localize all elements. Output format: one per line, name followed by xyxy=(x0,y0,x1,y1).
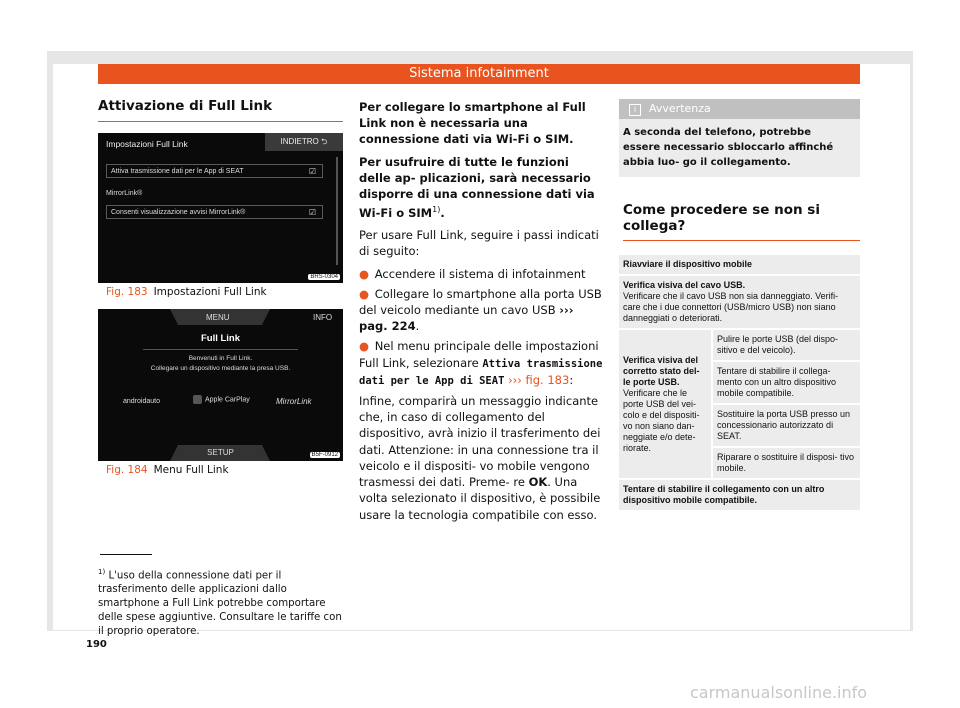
figure-184-caption xyxy=(106,464,343,476)
table-cell-heading: Verifica visiva del cavo USB. xyxy=(623,280,746,290)
paragraph-final xyxy=(359,393,604,523)
figure-caption-text: Impostazioni Full Link xyxy=(153,286,267,298)
warning-header xyxy=(619,99,860,119)
figure-code: B5F-0912 xyxy=(311,452,338,458)
mirrorlink-logo: MirrorLink xyxy=(276,397,312,406)
table-cell: Verificare che il cavo USB non sia danneggiato. Verifi- care che i due connettori (USB/micro USB) non siano danneggiati o deteriorati. xyxy=(623,291,839,323)
paragraph-text: Infine, comparirà un messaggio indicante che, in caso di collegamento del dispositivo, avrà inizio il trasferimento dei dati. Attenzione: in una connessione tra il veicolo e il dispositi- vo mobile vengono trasmessi dei dati. Preme- re xyxy=(359,394,601,490)
page-header: Sistema infotainment xyxy=(98,64,860,84)
table-cell: Tentare di stabilire il collegamento con un altro dispositivo mobile compatibile. xyxy=(623,484,825,505)
bullet-icon: ● xyxy=(359,266,370,281)
figure-183-caption xyxy=(106,286,343,298)
bullet-2: ● Collegare lo smartphone alla porta USB del veicolo mediante un cavo USB ››› pag. 224. xyxy=(359,286,602,334)
divider xyxy=(143,349,298,350)
table-cell: Riparare o sostituire il disposi- tivo mobile. xyxy=(713,448,860,478)
table-cell-heading: Verifica visiva del corretto stato del- le porte USB. xyxy=(623,354,700,387)
info-label: INFO xyxy=(313,313,333,322)
figure-code: BRS-0304 xyxy=(310,274,338,280)
bullet-text: Nel menu principale delle impostazioni Full Link, selezionare xyxy=(359,339,599,370)
bullet-text: Accendere il sistema di infotainment xyxy=(374,266,586,281)
welcome-line-2: Collegare un dispositivo mediante la presa USB. xyxy=(150,365,291,372)
setting-row-mirrorlink-alerts xyxy=(106,205,323,219)
footnote-text: L'uso della connessione dati per il trasferimento delle applicazioni dallo smartphone a Full Link potrebbe comportare delle spese aggiuntive. Consultare le tariffe con il proprio operatore. xyxy=(98,570,342,637)
left-column xyxy=(98,98,343,476)
ok-label: OK xyxy=(528,475,548,490)
section-heading-full-link: Attivazione di Full Link xyxy=(98,98,343,122)
table-cell: Tentare di stabilire il collega- mento con un altro dispositivo mobile compatibile. xyxy=(713,362,860,403)
footnote-ref: 1) xyxy=(432,205,441,215)
paragraph-text: Per usufruire di tutte le funzioni delle ap- plicazioni, sarà necessario disporre di una connessione dati via Wi-Fi o SIM xyxy=(359,154,595,221)
footnote xyxy=(98,566,346,638)
table-row xyxy=(619,480,860,510)
setting-label: Consenti visualizzazione avvisi MirrorLink® xyxy=(111,209,246,216)
menu-option-name: Attiva trasmissione dati per le App di SEAT xyxy=(359,357,603,387)
figure-caption-text: Menu Full Link xyxy=(153,464,229,476)
carplay-label: Apple CarPlay xyxy=(205,396,250,404)
table-row xyxy=(619,276,860,328)
menu-label: MENU xyxy=(206,313,230,322)
warning-title: Avvertenza xyxy=(649,102,711,115)
table-row xyxy=(619,330,860,478)
figure-183-screen xyxy=(98,133,343,283)
back-arrow-icon: ⮌ xyxy=(321,137,328,146)
middle-column xyxy=(359,99,604,529)
back-button xyxy=(265,133,343,151)
figure-label: Fig. 183 xyxy=(106,286,148,298)
screen-top-bar xyxy=(98,309,343,327)
table-cell: Riavviare il dispositivo mobile xyxy=(623,259,753,269)
table-cell-text: Verificare che le porte USB del vei- colo e del dispositi- vo non siano dan- neggiate e/o dete- riorate. xyxy=(623,387,700,453)
section-heading-troubleshoot: Come procedere se non si collega? xyxy=(623,202,860,241)
page-reference-link[interactable]: ››› pag. 224 xyxy=(359,303,574,334)
full-link-title: Full Link xyxy=(200,333,241,344)
paragraph-bold-1: Per collegare lo smartphone al Full Link non è necessaria una connessione dati via Wi-Fi o SIM. xyxy=(359,100,586,147)
table-row xyxy=(619,255,860,274)
figure-184-screen xyxy=(98,309,343,461)
table-subcells xyxy=(713,330,860,478)
mirrorlink-section-label: MirrorLink® xyxy=(106,190,143,197)
bullet-1 xyxy=(359,266,604,282)
back-label: INDIETRO xyxy=(280,137,319,146)
setting-row-data-transfer xyxy=(106,164,323,178)
figure-label: Fig. 184 xyxy=(106,464,148,476)
checkbox-checked-icon: ☑ xyxy=(308,167,316,176)
right-column xyxy=(619,99,860,512)
welcome-line-1: Benvenuti in Full Link. xyxy=(188,355,253,362)
setup-label: SETUP xyxy=(207,448,234,457)
page-number: 190 xyxy=(86,639,107,650)
table-cell: Sostituire la porta USB presso un concessionario autorizzato di SEAT. xyxy=(713,405,860,446)
warning-body: A seconda del telefono, potrebbe essere necessario sbloccarlo affinché abbia luo- go il collegamento. xyxy=(623,127,834,168)
bullet-icon: ● xyxy=(359,339,370,354)
table-cell: Pulire le porte USB (del dispo- sitivo e del veicolo). xyxy=(713,330,860,360)
warning-box xyxy=(619,99,860,177)
footnote-mark: 1) xyxy=(98,568,106,576)
footnote-rule xyxy=(100,554,152,555)
info-icon: i xyxy=(629,104,641,116)
table-cell xyxy=(619,330,711,478)
apple-carplay-option xyxy=(193,395,250,404)
carplay-icon xyxy=(193,395,202,404)
bullet-icon: ● xyxy=(359,286,370,301)
bullet-text: Collegare lo smartphone alla porta USB del veicolo mediante un cavo USB xyxy=(359,286,602,318)
paragraph-intro: Per usare Full Link, seguire i passi indicati di seguito: xyxy=(359,228,599,259)
paragraph-text: . Una volta selezionato il dispositivo, è possibile usare la tecnologia compatibile con esso. xyxy=(359,475,601,522)
troubleshoot-table xyxy=(619,255,860,510)
setting-label: Attiva trasmissione dati per le App di SEAT xyxy=(111,168,244,175)
figure-reference-link[interactable]: ››› fig. 183 xyxy=(508,372,570,387)
checkbox-checked-icon: ☑ xyxy=(308,208,316,217)
scrollbar xyxy=(336,157,338,265)
screen-title: Impostazioni Full Link xyxy=(106,139,188,149)
bullet-3: ● Nel menu principale delle impostazioni Full Link, selezionare Attiva trasmissione dati per le App di SEAT ››› fig. 183: xyxy=(359,339,603,387)
android-auto-logo: androidauto xyxy=(123,398,160,405)
watermark: carmanualsonline.info xyxy=(690,683,868,702)
paragraph-bold-2: Per usufruire di tutte le funzioni delle ap- plicazioni, sarà necessario disporre di una connessione dati via Wi-Fi o SIM$^{1)}$. xyxy=(359,154,595,221)
